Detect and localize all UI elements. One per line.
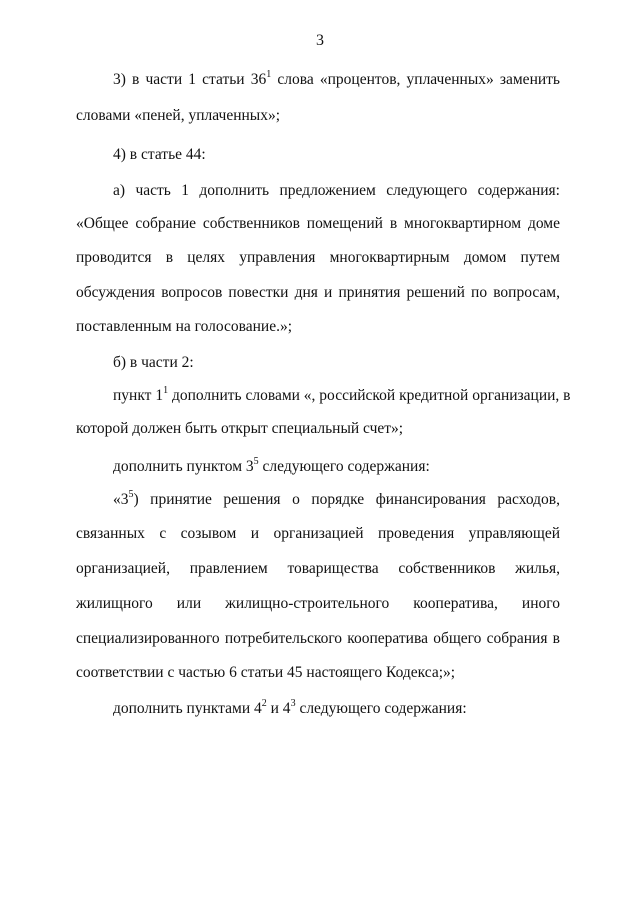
superscript: 3	[290, 698, 296, 709]
paragraph-4-heading: 4) в статье 44:	[113, 146, 206, 163]
item-a-line-2: «Общее собрание собственников помещений в многоквартирном доме	[76, 215, 560, 232]
quote-3-5-line-6: соответствии с частью 6 статьи 45 настоящего Кодекса;»;	[76, 664, 456, 681]
point-1-text-a: пункт 1	[113, 387, 164, 404]
quote-3-5-line-1	[113, 490, 560, 510]
paragraph-3-line-1	[113, 70, 560, 90]
paragraph-3-text-b: слова «процентов, уплаченных» заменить	[271, 71, 560, 88]
superscript: 1	[266, 69, 272, 80]
item-b-heading: б) в части 2:	[113, 354, 194, 371]
quote-3-5-line-2: связанных с созывом и организацией проведения управляющей	[76, 525, 560, 542]
superscript: 1	[163, 385, 169, 396]
item-a-line-4: обсуждения вопросов повестки дня и принятия решений по вопросам,	[76, 284, 560, 301]
add-42-text-a: дополнить пунктами 4	[113, 700, 262, 717]
quote-35-text-b: ) принятие решения о порядке финансирования расходов,	[133, 491, 560, 508]
superscript: 2	[261, 698, 267, 709]
add-points-4-2-4-3	[113, 699, 560, 719]
point-1-text-b: дополнить словами «, российской кредитной организации, в	[168, 387, 571, 404]
quote-3-5-line-4: жилищного или жилищно-строительного кооператива, иного	[76, 595, 560, 612]
add-point-3-5	[113, 457, 560, 477]
superscript: 5	[128, 489, 134, 500]
paragraph-3-text-a: 3) в части 1 статьи 36	[113, 71, 267, 88]
item-a-line-5: поставленным на голосование.»;	[76, 318, 293, 335]
add-35-text-b: следующего содержания:	[258, 458, 430, 475]
item-a-line-3: проводится в целях управления многоквартирным домом путем	[76, 249, 560, 266]
add-42-text-mid: и 4	[266, 700, 291, 717]
add-35-text-a: дополнить пунктом 3	[113, 458, 254, 475]
quote-3-5-line-5: специализированного потребительского кооператива общего собрания в	[76, 630, 560, 647]
page-number: 3	[316, 32, 324, 49]
point-1-line-1	[113, 385, 571, 406]
superscript: 5	[253, 456, 259, 467]
quote-35-text-a: «3	[113, 491, 129, 508]
point-1-line-2: которой должен быть открыт специальный счет»;	[76, 420, 404, 437]
paragraph-3-line-2: словами «пеней, уплаченных»;	[76, 107, 281, 124]
item-a-line-1: а) часть 1 дополнить предложением следующего содержания:	[113, 182, 560, 199]
quote-3-5-line-3: организацией, правлением товарищества собственников жилья,	[76, 560, 560, 577]
add-42-text-b: следующего содержания:	[295, 700, 467, 717]
